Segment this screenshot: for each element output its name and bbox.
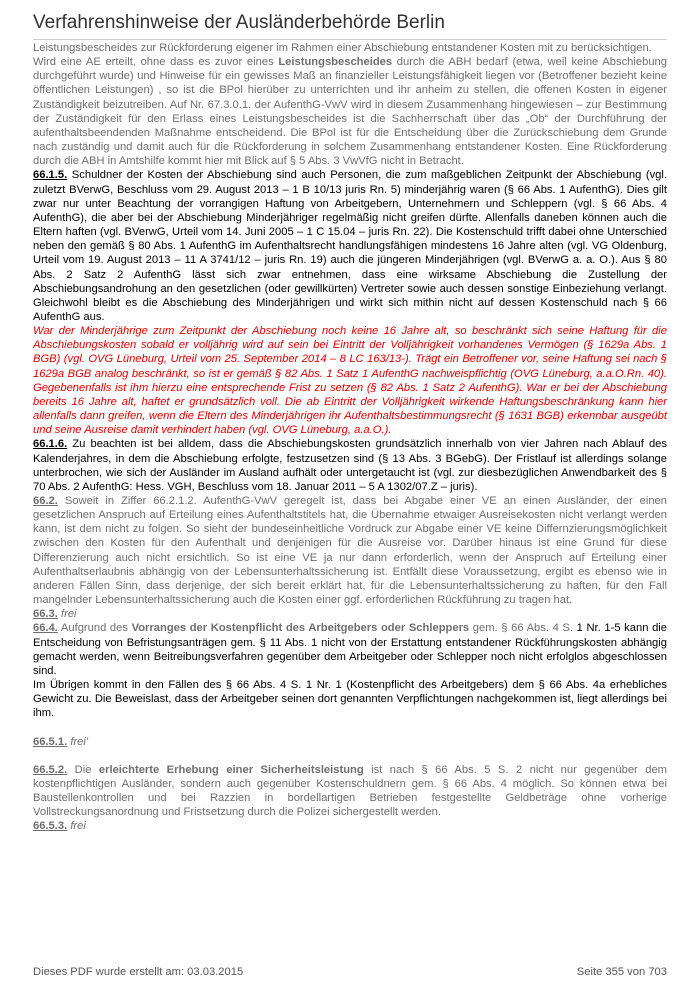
section-text: frei: [70, 820, 86, 833]
section-66-4: [33, 621, 667, 678]
section-66-5-1: [33, 735, 667, 749]
paragraph-red-note: War der Minderjährige zum Zeitpunkt der Abschiebung noch keine 16 Jahre alt, so beschränkt sich seine Haftung für die Abschiebungskosten sobald er volljährig wird auf sein bei Eintritt der Volljährigkeit vorhandenes Vermögen (§ 1629a Abs. 1 BGB) (vgl. OVG Lüneburg, Urteil vom 25. September 2014 – 8 LC 163/13-). Trägt ein Betroffener vor, seine Haftung sei nach § 1629a BGB analog beschränkt, so ist er gemäß § 82 Abs. 1 Satz 1 AufenthG nachweispflichtig (OVG Lüneburg, a.a.O.Rn. 40). Gegebenenfalls ist ihm hierzu eine entsprechende Frist zu setzen (§ 82 Abs. 1 Satz 2 AufenthG). War er bei der Abschiebung bereits 16 Jahre alt, haftet er grundsätzlich voll. Die ab Eintritt der Volljährigkeit wirkende Haftungsbeschränkung kann hier allenfalls dann greifen, wenn die Eltern des Minderjährigen ihr Aufenthaltsbestimmungsrecht (§ 1631 BGB) erkennbar ausgeübt und seine Ausreise damit verhindert haben (vgl. OVG Lüneburg, a.a.O.).: [33, 325, 667, 437]
spacer: [33, 721, 667, 735]
emphasis-term: erleichterte Erhebung einer Sicherheitsleistung: [98, 763, 364, 776]
creation-date: Dieses PDF wurde erstellt am: 03.03.2015: [33, 966, 244, 978]
emphasis-term: Vorranges der Kostenpflicht des Arbeitgebers oder Schleppers: [131, 622, 470, 635]
section-66-3: [33, 607, 667, 621]
section-number: 66.3.: [33, 608, 58, 621]
section-number: 66.4.: [33, 622, 58, 635]
section-text: Zu beachten ist bei alldem, dass die Abschiebungskosten grundsätzlich innerhalb von vier Jahren nach Ablauf des Kalenderjahres, in dem die Abschiebung erfolgte, festzusetzen sind (§ 13 Abs. 3 BGebG). Der Fristlauf ist allerdings solange unterbrochen, wie sich der Ausländer im Ausland aufhält oder untergetaucht ist (vgl. zur diesbezüglichen Anwendbarkeit des § 70 Abs. 2 AufenthG: Hess. VGH, Beschluss vom 18. Januar 2011 – 5 A 1302/07.Z – juris).: [33, 438, 667, 493]
paragraph-text: Wird eine AE erteilt, ohne dass es zuvor eines: [33, 56, 279, 69]
section-number: 66.5.3.: [33, 820, 68, 833]
section-number: 66.5.2.: [33, 763, 68, 776]
section-66-1-5: [33, 168, 667, 324]
section-text: Die: [67, 763, 99, 776]
section-number: 66.2.: [33, 495, 58, 507]
page-title: Verfahrenshinweise der Ausländerbehörde Berlin: [33, 12, 445, 33]
emphasis-term: Leistungsbescheides: [278, 56, 393, 69]
section-text: gem. § 66 Abs. 4 S.: [469, 622, 577, 635]
paragraph-leistungsbescheid: [33, 55, 667, 168]
section-66-5-2: [33, 763, 667, 820]
section-66-1-6: [33, 437, 667, 494]
section-text: frei: [61, 608, 77, 621]
document-body: [33, 41, 667, 833]
section-text: Soweit in Ziffer 66.2.1.2. AufenthG-VwV geregelt ist, dass bei Abgabe einer VE an einen Ausländer, der einen gesetzlichen Anspruch auf Erteilung eines Aufenthaltstitels hat, die Übernahme etwaiger Ausreisekosten nicht verlangt werden kann, ist dem nicht zu folgen. So sieht der bundeseinheitliche Vordruck zur Abgabe einer VE keine Differnzierungsmöglichkeit zwischen den Kosten für den Aufenthalt und denjenigen für die Ausreise vor. Darüber hinaus ist eine Grund für diese Differenzierung auch nicht ersichtlich. So ist eine VE ja nur dann erforderlich, wenn der Anspruch auf Erteilung einer Aufenthaltserlaubnis abhängig von der Lebensunterhaltssicherung ist. Entfällt diese Voraussetzung, ergibt es ebenso wie in anderen Fällen Sinn, dass derjenige, der sich bereit erklärt hat, für die Lebensunterhaltssicherung zu haften, für den Fall mangelnder Lebensunterhaltssicherung auch die Kosten einer ggf. erforderlichen Rückführung zu tragen hat.: [33, 495, 667, 607]
section-66-5-3: [33, 819, 667, 833]
section-text: Schuldner der Kosten der Abschiebung sind auch Personen, die zum maßgeblichen Zeitpunkt der Abschiebung (vgl. zuletzt BVerwG, Beschluss vom 29. August 2013 – 1 B 10/13 juris Rn. 5) minderjährig waren (§ 66 Abs. 1 AufenthG). Dies gilt zwar nur unter Beachtung der vorrangigen Haftung von Arbeitgebern, Unternehmern und Schleppern (vgl. § 66 Abs. 4 AufenthG), die aber bei der Abschiebung Minderjähriger regelmäßig nicht greifen dürfte. Allenfalls daneben können auch die Eltern haften (vgl. BVerwG, Urteil vom 14. Juni 2005 – 1 C 15.04 – juris Rn. 22). Die Kostenschuld trifft dabei ohne Unterschied neben den gemäß § 80 Abs. 1 AufenthG im Aufenthaltsrecht handlungsfähigen mindestens 16 Jahre alten (vgl. VG Oldenburg, Urteil vom 19. August 2013 – 11 A 3741/12 – juris Rn. 19) auch die jüngeren Minderjährigen (vgl. BVerwG a. a. O.). Aus § 80 Abs. 2 Satz 2 AufenthG lässt sich zwar entnehmen, dass eine wirksame Abschiebung die Zustellung der Abschiebungsandrohung an den gesetzlichen (oder gewillkürten) Vertreter sowie auch dessen sonstige Einbeziehung verlangt. Gleichwohl bleibt es die Abschiebung des Minderjährigen und wirkt sich mithin nicht auf dessen Kostenschuld nach § 66 AufenthG aus.: [33, 169, 667, 323]
paragraph-continuation: Leistungsbescheides zur Rückforderung eigener im Rahmen einer Abschiebung entstandener Kosten mit zu berücksichtigen.: [33, 42, 652, 54]
paragraph-text: durch die ABH bedarf (etwa, weil keine Abschiebung durchgeführt wurde) und Hinweise für ein gewisses Maß an finanzieller Leistungsfähigkeit liegen vor (Betroffener bezieht keine öffentlichen Leistungen) , so ist die BPol hierüber zu unterrichten und ihr anheim zu stellen, die offenen Kosten in eigener Zuständigkeit beizutreiben. Auf Nr. 67.3.0.1. der AufenthG-VwV wird in diesem Zusammenhang hingewiesen – zur Bestimmung der Zuständigkeit für den Erlass eines Leistungsbescheides ist die Sachherrschaft über das „Ob“ der Durchführung der aufenthaltsbeendenden Maßnahme entscheidend. Die BPol ist für die Entscheidung über die Zurückschiebung dem Grunde nach zuständig und damit auch für die Rückforderung in solchem Zusammenhang entstandener Kosten. Eine Rückforderung durch die ABH in Amtshilfe kommt hier mit Blick auf § 5 Abs. 3 VwVfG nicht in Betracht.: [33, 56, 667, 168]
page-number: Seite 355 von 703: [576, 966, 667, 978]
section-number: 66.1.6.: [33, 438, 68, 451]
section-66-2: [33, 494, 667, 607]
section-text: ist nach § 66 Abs. 5 S. 2 nicht nur gegenüber dem kostenpflichtigen Ausländer, sondern auch gegenüber Kostenschuldnern gem. § 66 Abs. 4 möglich. So können etwa bei Baustellenkontrollen und bei Razzien in bordellartigen Betrieben festgestellte Geldbeträge ohne vorherige Vollstreckungsanordnung und Fristsetzung durch die Polizei sichergestellt werden.: [33, 763, 667, 819]
page-header: [33, 12, 667, 40]
section-number: 66.1.5.: [33, 169, 68, 182]
section-number: 66.5.1.: [33, 735, 68, 748]
spacer: [33, 749, 667, 763]
section-text: 1 Nr. 1-5 kann die Entscheidung von Befristungsanträgen gem. § 11 Abs. 1 nicht von der Erstattung entstandener Rückführungskosten abhängig gemacht werden, wenn Beitreibungsverfahren gegenüber dem Arbeitgeber oder Schlepper noch nicht erfolglos abgeschlossen sind.: [33, 622, 667, 677]
section-text: Aufgrund des: [57, 622, 132, 635]
section-text: frei': [70, 735, 89, 748]
paragraph-arbeitgeber: Im Übrigen kommt in den Fällen des § 66 Abs. 4 S. 1 Nr. 1 (Kostenpflicht des Arbeitgebers) dem § 66 Abs. 4a erhebliches Gewicht zu. Die Beweislast, dass der Arbeitgeber seinen dort genannten Verpflichtungen nachgekommen ist, liegt allerdings bei ihm.: [33, 679, 667, 720]
